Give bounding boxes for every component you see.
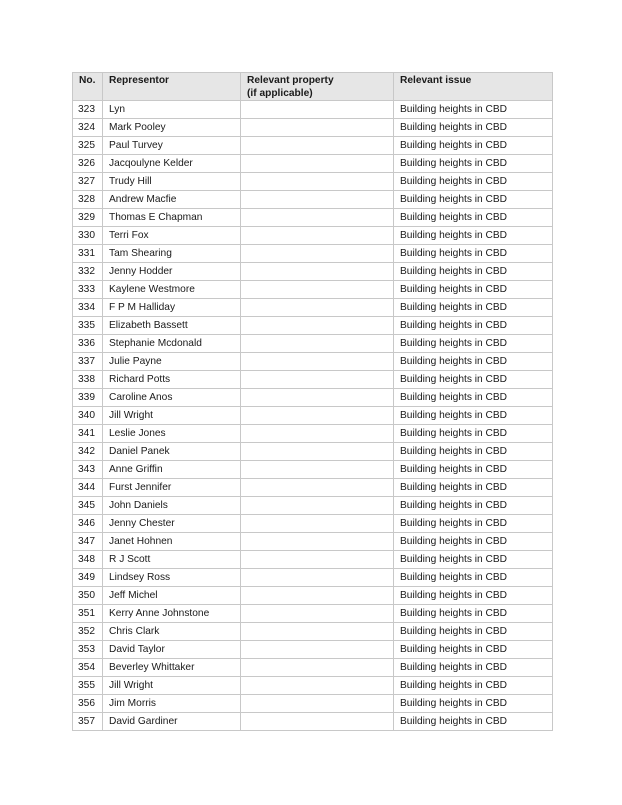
cell-no: 341 — [73, 425, 103, 443]
cell-relevant-property — [241, 641, 394, 659]
cell-relevant-issue: Building heights in CBD — [394, 407, 553, 425]
cell-no: 344 — [73, 479, 103, 497]
table-row — [73, 461, 553, 479]
cell-relevant-issue: Building heights in CBD — [394, 137, 553, 155]
cell-no: 353 — [73, 641, 103, 659]
cell-representor: Chris Clark — [103, 623, 241, 641]
cell-relevant-property — [241, 677, 394, 695]
cell-representor: Tam Shearing — [103, 245, 241, 263]
cell-representor: Trudy Hill — [103, 173, 241, 191]
cell-relevant-issue: Building heights in CBD — [394, 191, 553, 209]
cell-relevant-issue: Building heights in CBD — [394, 587, 553, 605]
header-property-line1: Relevant property — [247, 75, 334, 86]
cell-no: 336 — [73, 335, 103, 353]
table-row — [73, 713, 553, 731]
cell-relevant-issue: Building heights in CBD — [394, 317, 553, 335]
cell-no: 325 — [73, 137, 103, 155]
cell-relevant-issue: Building heights in CBD — [394, 371, 553, 389]
cell-representor: R J Scott — [103, 551, 241, 569]
table-row — [73, 533, 553, 551]
cell-no: 328 — [73, 191, 103, 209]
cell-relevant-property — [241, 317, 394, 335]
cell-representor: John Daniels — [103, 497, 241, 515]
cell-relevant-issue: Building heights in CBD — [394, 713, 553, 731]
cell-relevant-property — [241, 389, 394, 407]
table-row — [73, 389, 553, 407]
cell-no: 351 — [73, 605, 103, 623]
cell-relevant-property — [241, 569, 394, 587]
cell-relevant-property — [241, 605, 394, 623]
cell-no: 346 — [73, 515, 103, 533]
cell-no: 345 — [73, 497, 103, 515]
table-row — [73, 209, 553, 227]
table-row — [73, 335, 553, 353]
cell-representor: Terri Fox — [103, 227, 241, 245]
table-row — [73, 281, 553, 299]
cell-representor: David Gardiner — [103, 713, 241, 731]
cell-representor: Furst Jennifer — [103, 479, 241, 497]
cell-no: 332 — [73, 263, 103, 281]
table-row — [73, 425, 553, 443]
table-row — [73, 497, 553, 515]
table-row — [73, 569, 553, 587]
cell-no: 352 — [73, 623, 103, 641]
cell-relevant-issue: Building heights in CBD — [394, 533, 553, 551]
cell-relevant-property — [241, 371, 394, 389]
cell-representor: Kerry Anne Johnstone — [103, 605, 241, 623]
cell-no: 329 — [73, 209, 103, 227]
table-row — [73, 623, 553, 641]
cell-representor: Kaylene Westmore — [103, 281, 241, 299]
cell-relevant-issue: Building heights in CBD — [394, 245, 553, 263]
cell-no: 342 — [73, 443, 103, 461]
cell-relevant-issue: Building heights in CBD — [394, 299, 553, 317]
table-row — [73, 371, 553, 389]
cell-representor: Daniel Panek — [103, 443, 241, 461]
cell-relevant-property — [241, 533, 394, 551]
table-row — [73, 587, 553, 605]
cell-representor: Anne Griffin — [103, 461, 241, 479]
cell-representor: David Taylor — [103, 641, 241, 659]
cell-relevant-property — [241, 659, 394, 677]
cell-no: 357 — [73, 713, 103, 731]
table-row — [73, 443, 553, 461]
cell-no: 350 — [73, 587, 103, 605]
cell-relevant-property — [241, 209, 394, 227]
cell-no: 355 — [73, 677, 103, 695]
cell-no: 339 — [73, 389, 103, 407]
cell-representor: Beverley Whittaker — [103, 659, 241, 677]
cell-relevant-property — [241, 173, 394, 191]
cell-relevant-property — [241, 623, 394, 641]
cell-relevant-issue: Building heights in CBD — [394, 263, 553, 281]
cell-relevant-issue: Building heights in CBD — [394, 641, 553, 659]
cell-relevant-property — [241, 335, 394, 353]
cell-representor: Jacqoulyne Kelder — [103, 155, 241, 173]
cell-relevant-property — [241, 101, 394, 119]
cell-relevant-issue: Building heights in CBD — [394, 497, 553, 515]
cell-relevant-property — [241, 155, 394, 173]
table-row — [73, 641, 553, 659]
cell-no: 326 — [73, 155, 103, 173]
table-row — [73, 191, 553, 209]
cell-representor: Elizabeth Bassett — [103, 317, 241, 335]
cell-relevant-property — [241, 551, 394, 569]
cell-relevant-property — [241, 119, 394, 137]
table-row — [73, 299, 553, 317]
cell-relevant-property — [241, 227, 394, 245]
table-row — [73, 353, 553, 371]
cell-relevant-issue: Building heights in CBD — [394, 173, 553, 191]
cell-relevant-property — [241, 425, 394, 443]
cell-no: 327 — [73, 173, 103, 191]
cell-no: 343 — [73, 461, 103, 479]
cell-relevant-property — [241, 353, 394, 371]
cell-representor: Jenny Chester — [103, 515, 241, 533]
cell-representor: Jeff Michel — [103, 587, 241, 605]
table-body — [73, 101, 553, 731]
cell-relevant-issue: Building heights in CBD — [394, 353, 553, 371]
table-row — [73, 155, 553, 173]
cell-relevant-issue: Building heights in CBD — [394, 335, 553, 353]
cell-no: 349 — [73, 569, 103, 587]
cell-no: 356 — [73, 695, 103, 713]
table-row — [73, 317, 553, 335]
table-row — [73, 173, 553, 191]
cell-representor: Julie Payne — [103, 353, 241, 371]
table-row — [73, 515, 553, 533]
cell-no: 334 — [73, 299, 103, 317]
cell-representor: Mark Pooley — [103, 119, 241, 137]
cell-no: 323 — [73, 101, 103, 119]
cell-relevant-issue: Building heights in CBD — [394, 155, 553, 173]
cell-relevant-issue: Building heights in CBD — [394, 569, 553, 587]
cell-relevant-issue: Building heights in CBD — [394, 425, 553, 443]
cell-relevant-property — [241, 713, 394, 731]
table-row — [73, 407, 553, 425]
cell-relevant-property — [241, 695, 394, 713]
cell-relevant-issue: Building heights in CBD — [394, 695, 553, 713]
cell-relevant-property — [241, 299, 394, 317]
cell-no: 331 — [73, 245, 103, 263]
header-property-line2: (if applicable) — [247, 87, 313, 99]
cell-relevant-property — [241, 461, 394, 479]
cell-relevant-issue: Building heights in CBD — [394, 119, 553, 137]
cell-no: 330 — [73, 227, 103, 245]
table-row — [73, 137, 553, 155]
cell-relevant-issue: Building heights in CBD — [394, 479, 553, 497]
table-row — [73, 227, 553, 245]
header-relevant-issue: Relevant issue — [394, 73, 553, 101]
table-row — [73, 551, 553, 569]
cell-representor: Jill Wright — [103, 677, 241, 695]
cell-no: 347 — [73, 533, 103, 551]
cell-relevant-issue: Building heights in CBD — [394, 605, 553, 623]
cell-no: 340 — [73, 407, 103, 425]
cell-representor: Caroline Anos — [103, 389, 241, 407]
cell-no: 354 — [73, 659, 103, 677]
table-row — [73, 479, 553, 497]
cell-representor: Jill Wright — [103, 407, 241, 425]
cell-relevant-property — [241, 515, 394, 533]
cell-representor: Leslie Jones — [103, 425, 241, 443]
cell-representor: Paul Turvey — [103, 137, 241, 155]
cell-relevant-property — [241, 137, 394, 155]
cell-relevant-property — [241, 281, 394, 299]
cell-relevant-issue: Building heights in CBD — [394, 677, 553, 695]
cell-relevant-issue: Building heights in CBD — [394, 515, 553, 533]
cell-representor: Jenny Hodder — [103, 263, 241, 281]
cell-representor: Thomas E Chapman — [103, 209, 241, 227]
cell-relevant-issue: Building heights in CBD — [394, 281, 553, 299]
cell-relevant-issue: Building heights in CBD — [394, 443, 553, 461]
cell-relevant-property — [241, 443, 394, 461]
cell-relevant-property — [241, 587, 394, 605]
table-row — [73, 605, 553, 623]
cell-no: 324 — [73, 119, 103, 137]
table-row — [73, 245, 553, 263]
header-no: No. — [73, 73, 103, 101]
cell-relevant-property — [241, 407, 394, 425]
cell-relevant-issue: Building heights in CBD — [394, 227, 553, 245]
cell-representor: Stephanie Mcdonald — [103, 335, 241, 353]
cell-relevant-property — [241, 191, 394, 209]
cell-relevant-property — [241, 497, 394, 515]
header-relevant-property — [241, 73, 394, 101]
representors-table — [72, 72, 553, 731]
cell-no: 338 — [73, 371, 103, 389]
table-header-row — [73, 73, 553, 101]
cell-relevant-issue: Building heights in CBD — [394, 101, 553, 119]
cell-representor: Lyn — [103, 101, 241, 119]
cell-relevant-issue: Building heights in CBD — [394, 659, 553, 677]
cell-representor: Lindsey Ross — [103, 569, 241, 587]
table-row — [73, 101, 553, 119]
table-row — [73, 677, 553, 695]
header-representor: Representor — [103, 73, 241, 101]
cell-representor: Andrew Macfie — [103, 191, 241, 209]
cell-no: 348 — [73, 551, 103, 569]
cell-relevant-property — [241, 245, 394, 263]
cell-relevant-issue: Building heights in CBD — [394, 461, 553, 479]
table-row — [73, 659, 553, 677]
cell-representor: Richard Potts — [103, 371, 241, 389]
cell-representor: F P M Halliday — [103, 299, 241, 317]
cell-relevant-property — [241, 479, 394, 497]
table-row — [73, 695, 553, 713]
table-row — [73, 119, 553, 137]
cell-no: 333 — [73, 281, 103, 299]
cell-no: 337 — [73, 353, 103, 371]
cell-representor: Janet Hohnen — [103, 533, 241, 551]
cell-relevant-issue: Building heights in CBD — [394, 623, 553, 641]
cell-relevant-issue: Building heights in CBD — [394, 209, 553, 227]
cell-relevant-issue: Building heights in CBD — [394, 389, 553, 407]
cell-relevant-issue: Building heights in CBD — [394, 551, 553, 569]
cell-relevant-property — [241, 263, 394, 281]
cell-no: 335 — [73, 317, 103, 335]
cell-representor: Jim Morris — [103, 695, 241, 713]
table-row — [73, 263, 553, 281]
